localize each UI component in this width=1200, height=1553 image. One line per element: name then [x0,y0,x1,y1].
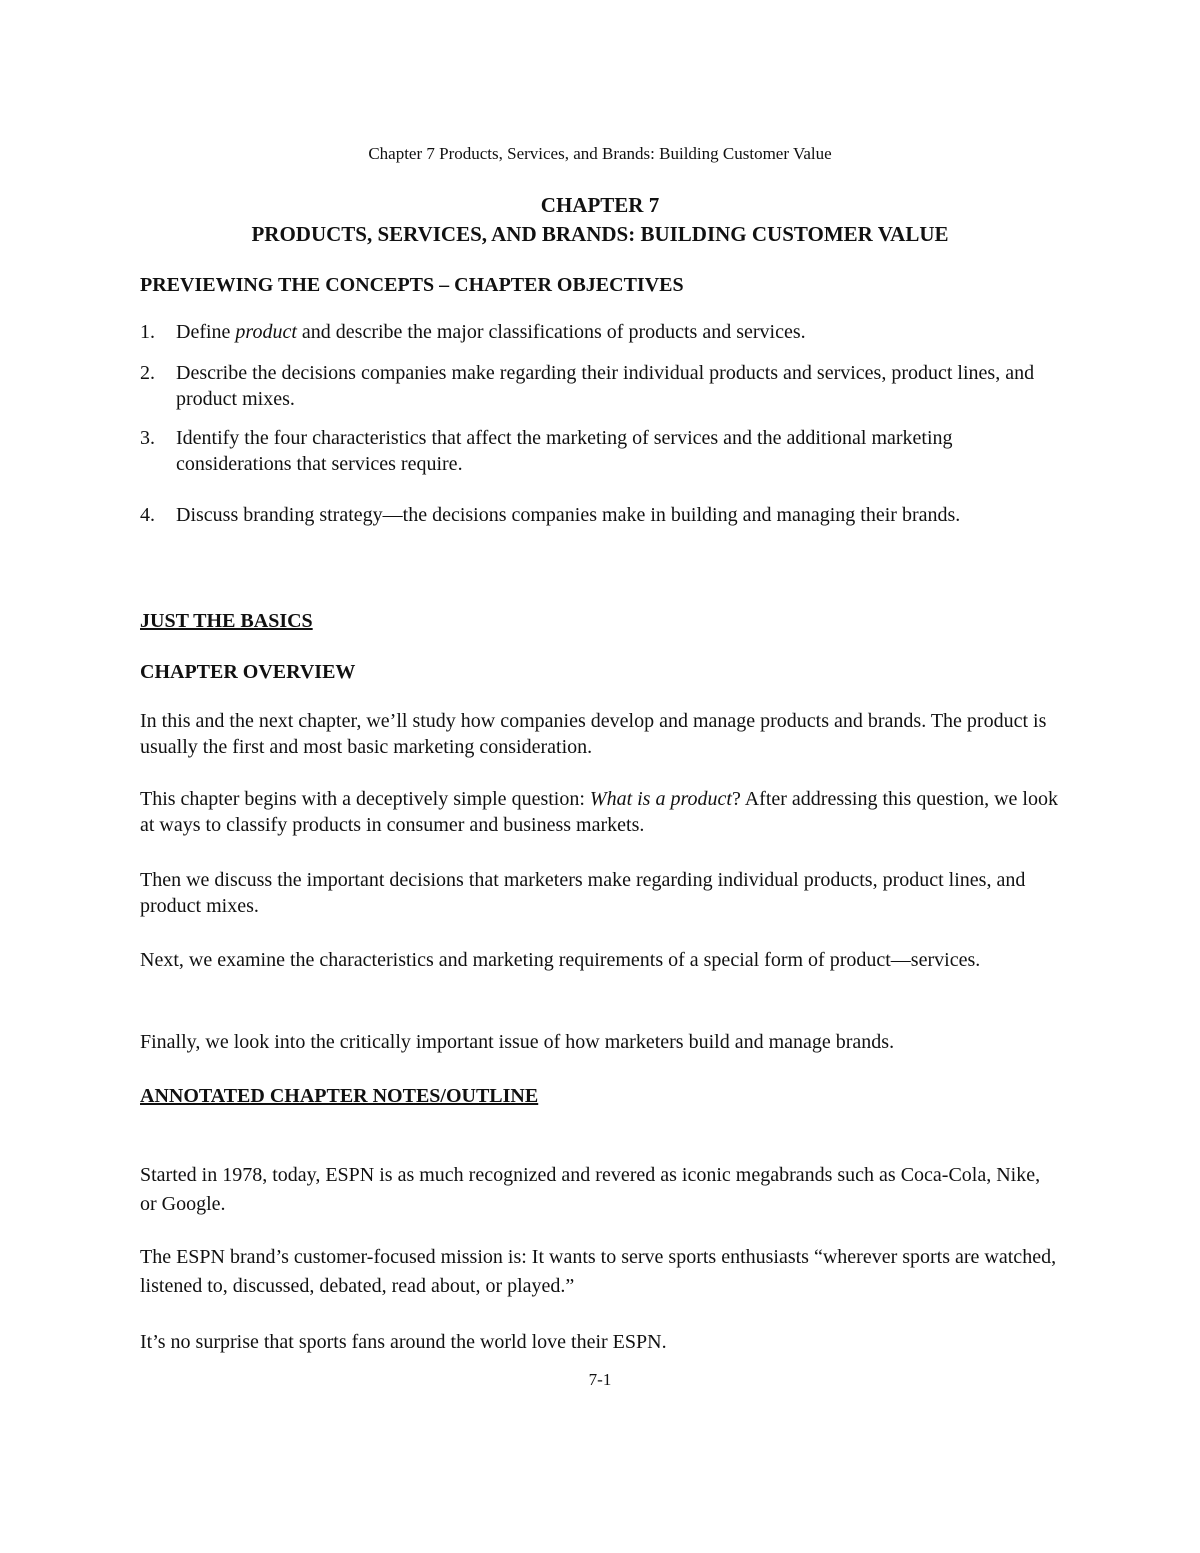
objective-number: 2. [140,362,155,384]
chapter-title: PRODUCTS, SERVICES, AND BRANDS: BUILDING CUSTOMER VALUE [251,222,949,246]
objective-item [140,425,1060,477]
objective-text-part: and describe the major classifications of products and services. [296,321,806,343]
objective-text: Identify the four characteristics that affect the marketing of services and the additional marketing considerations that services require. [176,427,953,475]
objective-number: 3. [140,427,155,449]
overview-paragraph: In this and the next chapter, we’ll study how companies develop and manage products and brands. The product is usually the first and most basic marketing consideration. [140,710,1047,758]
outline-paragraph: The ESPN brand’s customer-focused mission is: It wants to serve sports enthusiasts “wherever sports are watched, listened to, discussed, debated, read about, or played.” [140,1246,1057,1297]
basics-heading: JUST THE BASICS [140,610,313,632]
objective-item [140,360,1060,412]
overview-paragraph [140,786,1060,838]
overview-paragraph: Finally, we look into the critically important issue of how marketers build and manage brands. [140,1031,895,1053]
objective-text: Discuss branding strategy—the decisions companies make in building and managing their brands. [176,504,961,526]
chapter-title-block [0,191,1200,249]
objective-text-emphasis: product [235,321,297,343]
page-number: 7-1 [588,1370,612,1389]
paragraph-emphasis: What is a product [589,788,732,810]
overview-paragraph: Next, we examine the characteristics and marketing requirements of a special form of product—services. [140,949,981,971]
chapter-number: CHAPTER 7 [540,193,660,217]
paragraph-text-part: This chapter begins with a deceptively simple question: [140,788,590,810]
running-header: Chapter 7 Products, Services, and Brands: Building Customer Value [368,144,832,163]
paragraph-text-part: ? After addressing this question, we look at ways to classify products in consumer and business markets. [140,788,1058,836]
objective-text-part: Define [176,321,236,343]
objectives-heading: PREVIEWING THE CONCEPTS – CHAPTER OBJECTIVES [140,274,684,296]
objective-number: 4. [140,504,155,526]
objective-item [140,319,1060,345]
outline-paragraph: Started in 1978, today, ESPN is as much recognized and revered as iconic megabrands such as Coca-Cola, Nike, or Google. [140,1164,1041,1215]
outline-heading: ANNOTATED CHAPTER NOTES/OUTLINE [140,1085,539,1107]
overview-heading: CHAPTER OVERVIEW [140,661,356,683]
objective-text: Describe the decisions companies make regarding their individual products and services, product lines, and product mixes. [176,362,1035,410]
overview-paragraph: Then we discuss the important decisions that marketers make regarding individual products, product lines, and product mixes. [140,869,1026,917]
outline-paragraph: It’s no surprise that sports fans around the world love their ESPN. [140,1331,667,1353]
objective-text [176,319,1060,345]
objective-number: 1. [140,321,155,343]
objective-item [140,502,1060,528]
